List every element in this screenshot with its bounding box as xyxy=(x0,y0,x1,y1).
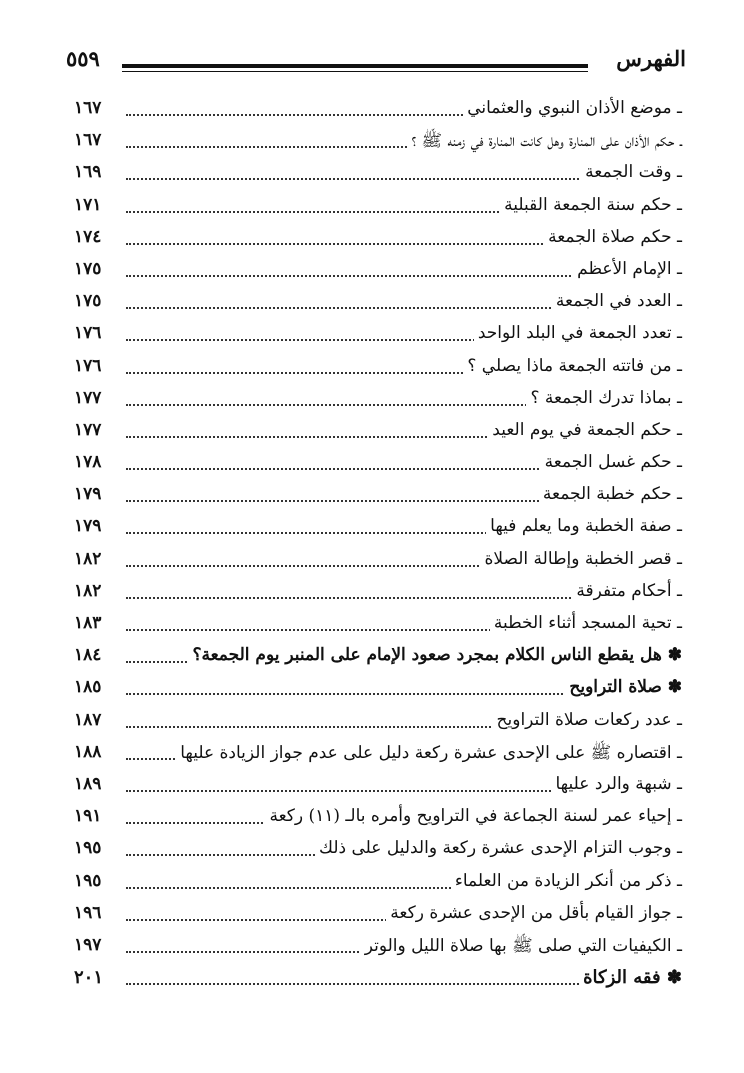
toc-entry-page: ١٧٦ xyxy=(74,323,102,344)
toc-entry xyxy=(74,931,682,963)
toc-entry-title: ـ اقتصاره ﷺ على الإحدى عشرة ركعة دليل على عدم جواز الزيادة عليها xyxy=(176,742,682,767)
toc-entry-title: ـ أحكام متفرقة xyxy=(572,581,682,601)
toc-entry-page: ١٨٣ xyxy=(74,613,102,633)
toc-entry-title: ـ وقت الجمعة xyxy=(581,162,682,182)
toc-entry-page: ١٨٩ xyxy=(74,773,102,794)
toc-entry xyxy=(74,384,682,416)
toc-entry-title: ـ وجوب التزام الإحدى عشرة ركعة والدليل على ذلك xyxy=(315,838,682,858)
toc-entry-title: ـ ذكر من أنكر الزيادة من العلماء xyxy=(451,871,682,891)
toc-entry xyxy=(74,448,682,480)
toc-entry-page: ١٨٢ xyxy=(74,580,102,601)
toc-entry-page: ١٩١ xyxy=(74,806,102,827)
toc-entry-page: ١٧٤ xyxy=(74,226,102,247)
toc-entry-title: ✽ هل يقطع الناس الكلام بمجرد صعود الإمام على المنبر يوم الجمعة؟ xyxy=(188,645,682,665)
toc-entry-page: ١٧١ xyxy=(74,194,102,215)
toc-entry-title: ـ الإمام الأعظم xyxy=(573,259,682,279)
running-title: الفهرس xyxy=(616,46,686,71)
toc-entry-page: ١٩٥ xyxy=(74,870,102,891)
toc-entry xyxy=(74,673,682,705)
toc-entry-title: ـ الكيفيات التي صلى ﷺ بها صلاة الليل والوتر xyxy=(361,935,682,960)
toc-entry xyxy=(74,319,682,351)
table-of-contents xyxy=(74,94,682,995)
toc-entry-title: ـ عدد ركعات صلاة التراويح xyxy=(493,710,682,730)
toc-entry xyxy=(74,802,682,834)
toc-entry xyxy=(74,287,682,319)
toc-entry-title: ـ العدد في الجمعة xyxy=(552,291,682,311)
toc-entry xyxy=(74,545,682,577)
toc-entry xyxy=(74,126,682,158)
toc-entry xyxy=(74,512,682,544)
toc-entry-page: ١٧٥ xyxy=(74,258,102,279)
page-number: ٥٥٩ xyxy=(66,46,100,71)
toc-entry-title: ـ جواز القيام بأقل من الإحدى عشرة ركعة xyxy=(386,903,682,923)
page-header xyxy=(66,46,686,86)
toc-entry xyxy=(74,867,682,899)
toc-entry-title: ـ بماذا تدرك الجمعة ؟ xyxy=(526,388,682,408)
toc-entry-title: ـ من فاتته الجمعة ماذا يصلي ؟ xyxy=(463,356,682,376)
toc-entry-page: ١٧٧ xyxy=(74,387,102,408)
toc-entry-page: ١٨٤ xyxy=(74,645,102,666)
toc-entry-page: ١٧٩ xyxy=(74,516,102,537)
toc-entry-page: ١٩٦ xyxy=(74,902,102,923)
toc-entry xyxy=(74,158,682,190)
toc-entry-title: ✽ فقه الزكاة xyxy=(579,967,682,988)
toc-entry xyxy=(74,577,682,609)
toc-entry xyxy=(74,609,682,641)
toc-entry-title: ـ حكم الجمعة في يوم العيد xyxy=(488,420,682,440)
toc-entry-title: ـ حكم غسل الجمعة xyxy=(541,452,682,472)
toc-entry-title: ـ تحية المسجد أثناء الخطبة xyxy=(490,613,682,633)
toc-entry xyxy=(74,641,682,673)
header-rule xyxy=(122,64,588,72)
toc-entry-title: ـ شبهة والرد عليها xyxy=(552,774,683,794)
toc-entry-page: ١٨٧ xyxy=(74,709,102,730)
toc-entry xyxy=(74,480,682,512)
toc-entry-title: ـ قصر الخطبة وإطالة الصلاة xyxy=(480,549,682,569)
toc-entry xyxy=(74,706,682,738)
toc-entry xyxy=(74,94,682,126)
toc-entry-title: ـ تعدد الجمعة في البلد الواحد xyxy=(474,323,682,343)
toc-entry-page: ١٩٥ xyxy=(74,838,102,859)
toc-entry xyxy=(74,834,682,866)
toc-entry xyxy=(74,191,682,223)
toc-entry xyxy=(74,352,682,384)
toc-entry-page: ١٧٨ xyxy=(74,452,102,473)
toc-entry-title: ـ صفة الخطبة وما يعلم فيها xyxy=(486,516,682,536)
toc-entry-title: ـ حكم خطبة الجمعة xyxy=(539,484,682,504)
toc-entry-page: ١٦٧ xyxy=(74,98,102,118)
toc-entry xyxy=(74,770,682,802)
toc-entry-page: ١٨٥ xyxy=(74,677,102,698)
toc-entry-page: ١٦٩ xyxy=(74,162,102,183)
toc-entry xyxy=(74,899,682,931)
toc-entry-title: ـ حكم سنة الجمعة القبلية xyxy=(500,195,682,215)
toc-entry-page: ١٨٢ xyxy=(74,548,102,569)
toc-entry-page: ١٧٩ xyxy=(74,484,102,505)
toc-entry-title: ـ حكم صلاة الجمعة xyxy=(544,227,682,247)
toc-entry-title: ✽ صلاة التراويح xyxy=(565,677,682,697)
toc-entry xyxy=(74,223,682,255)
toc-entry-title: ـ حكم الأذان على المنارة وهل كانت المنارة في زمنه ﷺ ؟ xyxy=(407,130,682,155)
toc-entry xyxy=(74,255,682,287)
toc-entry-title: ـ إحياء عمر لسنة الجماعة في التراويح وأمره بالـ (١١) ركعة xyxy=(265,806,682,826)
toc-entry-page: ١٩٧ xyxy=(74,934,102,955)
toc-entry xyxy=(74,963,682,995)
toc-entry-page: ١٧٥ xyxy=(74,291,102,312)
toc-entry xyxy=(74,738,682,770)
toc-entry-title: ـ موضع الأذان النبوي والعثماني xyxy=(463,98,682,118)
toc-entry-page: ١٧٦ xyxy=(74,355,102,376)
toc-entry-page: ١٦٧ xyxy=(74,130,102,151)
toc-entry-page: ٢٠١ xyxy=(74,967,104,989)
toc-entry xyxy=(74,416,682,448)
toc-entry-page: ١٨٨ xyxy=(74,741,102,762)
toc-entry-page: ١٧٧ xyxy=(74,419,102,440)
